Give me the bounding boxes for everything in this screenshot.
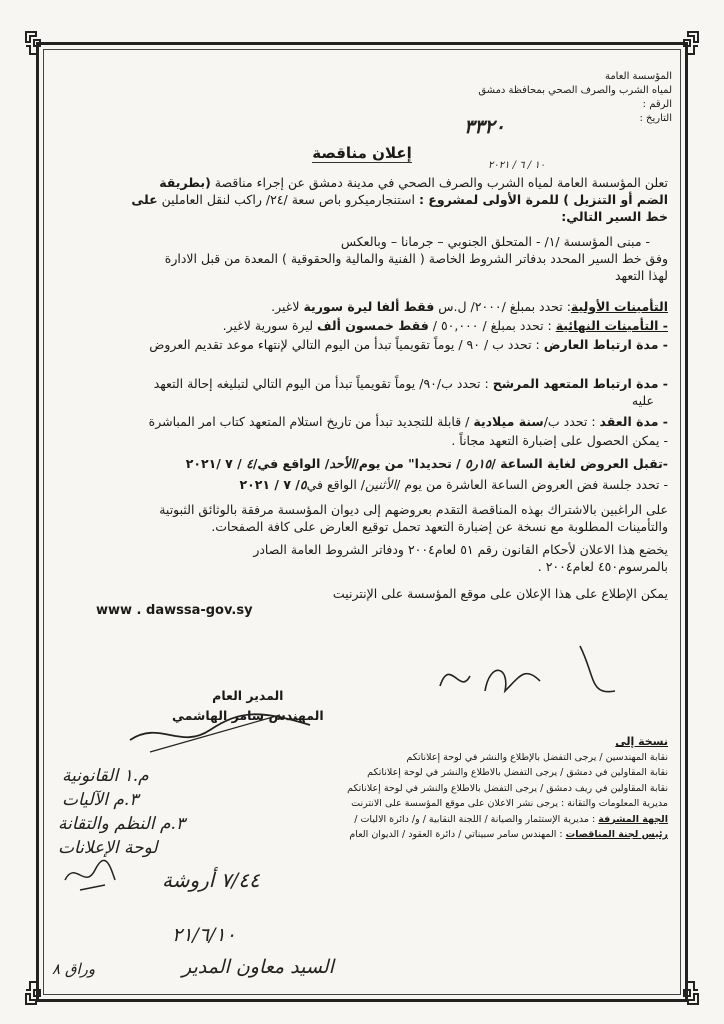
opening-session: - تحدد جلسة فض العروض الساعة العاشرة من يوم /الأثنين/ الواقع في٥/ ٧ / ٢٠٢١ xyxy=(239,477,668,492)
handwritten-note: ٢١/٦/١٠ xyxy=(172,924,236,946)
handwritten-note: لوحة الإعلانات xyxy=(58,838,158,858)
website-note: يمكن الإطلاع على هذا الإعلان على موقع المؤسسة على الإنترنيت xyxy=(332,586,668,601)
tender-committee-head: رئيس لجنة المناقصات : المهندس سامر سبيناتي / دائرة العقود / الديوان العام xyxy=(349,829,668,840)
reference-number-label: الرقم : xyxy=(642,99,672,110)
bidder-commitment: - مدة ارتباط العارض : تحدد ب / ٩٠ / يوماً تقويمياً تبدأ من اليوم التالي لإنتهاء موعد تقديم العروض xyxy=(149,337,668,352)
distribution-list xyxy=(338,734,668,843)
application-instructions: على الراغبين بالاشتراك بهذه المناقصة التقدم بعروضهم إلى ديوان المؤسسة مرفقة بالوثائق الثبوتية xyxy=(159,502,668,517)
website-url: www . dawssa-gov.sy xyxy=(96,603,253,618)
committee-initials xyxy=(430,636,630,706)
signatory-name: المهندس سامر الهاشمي xyxy=(172,708,324,723)
corner-ornament-bottom-left xyxy=(22,978,52,1008)
intro-text: تعلن المؤسسة العامة لمياه الشرب والصرف الصحي في مدينة دمشق عن إجراء مناقصة xyxy=(210,175,668,190)
date-label: التاريخ : xyxy=(639,113,672,124)
corner-ornament-bottom-right xyxy=(672,978,702,1008)
handwritten-date: ١٠ / ٦ / ٢٠٢١ xyxy=(488,160,546,171)
dossier-note: - يمكن الحصول على إضبارة التعهد مجاناً . xyxy=(451,433,668,448)
handwritten-note: ٣.م النظم والتقانة xyxy=(58,814,186,834)
signatory-role: المدير العام xyxy=(212,688,284,703)
handwritten-initial xyxy=(60,850,120,900)
contractor-commitment: - مدة ارتباط المتعهد المرشح : تحدد ب/٩٠/ يوماً تقويمياً تبدأ من اليوم التالي لتبليغه إحالة التعهد xyxy=(153,376,668,391)
handwritten-note: وراق ٨ xyxy=(52,960,96,978)
submission-deadline: -تقبل العروض لغاية الساعة /١٥ر٥ / تحديدا" من يوم/الأحد/ الواقع في/٤ / ٧ /٢٠٢١ xyxy=(185,456,668,471)
initial-guarantee: التأمينات الأولية: تحدد بمبلغ /٢٠٠٠/ ل.س فقط ألفا ليرة سورية لاغير. xyxy=(271,299,668,314)
final-guarantee: - التأمينات النهائية : تحدد بمبلغ / ٥٠,٠٠٠ / فقط خمسون ألف ليرة سورية لاغير. xyxy=(222,318,668,333)
copy-recipient: نقابة المقاولين في ريف دمشق / يرجى التفضل بالاطلاع والنشر في لوحة إعلاناتكم xyxy=(347,782,668,794)
handwritten-note: ٣.م الآليات xyxy=(62,790,139,810)
letterhead xyxy=(478,70,672,126)
handwritten-note: ٧/٤٤ أروشة xyxy=(162,868,260,892)
copies-heading: نسخة إلى xyxy=(615,735,668,748)
org-subtitle: لمياه الشرب والصرف الصحي بمحافظة دمشق xyxy=(478,85,672,96)
handwritten-note: السيد معاون المدير xyxy=(182,956,334,978)
legal-reference: يخضع هذا الاعلان لأحكام القانون رقم ٥١ لعام٢٠٠٤ ودفاتر الشروط العامة الصادر xyxy=(253,542,668,557)
document-title: إعلان مناقصة xyxy=(312,144,412,162)
contract-duration: - مدة العقد : تحدد ب/سنة ميلادية / قابلة للتجديد تبدأ من تاريخ استلام المتعهد كتاب امر المباشرة xyxy=(148,414,668,429)
handwritten-reference-number: ٣٣٢٠ xyxy=(464,116,505,138)
corner-ornament-top-left xyxy=(22,28,52,58)
copy-recipient: مديرية المعلومات والتقانة : يرجى نشر الاعلان على موقع المؤسسة على الانترنت xyxy=(351,798,668,809)
announcement-body: تعلن المؤسسة العامة لمياه الشرب والصرف الصحي في مدينة دمشق عن إجراء مناقصة (بطريقة الضم أو التنزيل ) للمرة الأولى لمشروع : استنجارميكرو باص سعة /٢٤/ راكب لنقل العاملين على خط السير التالي: - مبنى المؤسسة /١/ - المتحلق الجنوبي – جرمانا – وبالعكس وفق خط السير المحدد بدفاتر الشروط الخاصة ( الفنية والمالية والحقوقية ) المعدة من قبل الادارة لهذا التعهد التأمينات الأولية: تحدد بمبلغ /٢٠٠٠/ ل.س فقط ألفا ليرة سورية لاغير. - التأمينات النهائية : تحدد بمبلغ / ٥٠,٠٠٠ / فقط خمسون ألف ليرة سورية لاغير. - مدة ارتباط العارض : تحدد ب / ٩٠ / يوماً تقويمياً تبدأ من اليوم التالي لإنتهاء موعد تقديم العروض - مدة ارتباط المتعهد المرشح : تحدد ب/٩٠/ يوماً تقويمياً تبدأ من اليوم التالي لتبليغه إحالة التعهد عليه - مدة العقد : تحدد ب/سنة ميلادية / قابلة للتجديد تبدأ من تاريخ استلام المتعهد كتاب امر المباشرة - يمكن الحصول على إضبارة التعهد مجاناً . -تقبل العروض لغاية الساعة /١٥ر٥ / تحديدا" من يوم/الأحد/ الواقع في/٤ / ٧ /٢٠٢١ - تحدد جلسة فض العروض الساعة العاشرة من يوم /الأثنين/ الواقع في٥/ ٧ / ٢٠٢١ على الراغبين بالاشتراك بهذه المناقصة التقدم بعروضهم إلى ديوان المؤسسة مرفقة بالوثائق الثبوتية والتأمينات المطلوبة مع نسخة عن إضبارة التعهد تحمل توقيع العارض على كافة الصفحات. يخضع هذا الاعلان لأحكام القانون رقم ٥١ لعام٢٠٠٤ ودفاتر الشروط العامة الصادر بالمرسوم٤٥٠ لعام٢٠٠٤ . يمكن الإطلاع على هذا الإعلان على موقع المؤسسة على الإنترنيت xyxy=(58,170,668,602)
route: - مبنى المؤسسة /١/ - المتحلق الجنوبي – جرمانا – وبالعكس xyxy=(340,234,650,249)
corner-ornament-top-right xyxy=(672,28,702,58)
document-page xyxy=(52,58,672,988)
copy-recipient: نقابة المقاولين في دمشق / يرجى التفضل بالاطلاع والنشر في لوحة إعلاناتكم xyxy=(367,767,668,778)
org-name: المؤسسة العامة xyxy=(604,71,672,82)
signature-scribble xyxy=(120,700,320,760)
supervising-party: الجهة المشرفة : مديرية الإستثمار والصيانة / اللجنة النقابية / و/ دائرة الاليات / xyxy=(354,813,668,825)
copy-recipient: نقابة المهندسين / يرجى التفضل بالإطلاع والنشر في لوحة إعلاناتكم xyxy=(406,751,668,763)
handwritten-note: م.١ القانونية xyxy=(62,766,149,786)
